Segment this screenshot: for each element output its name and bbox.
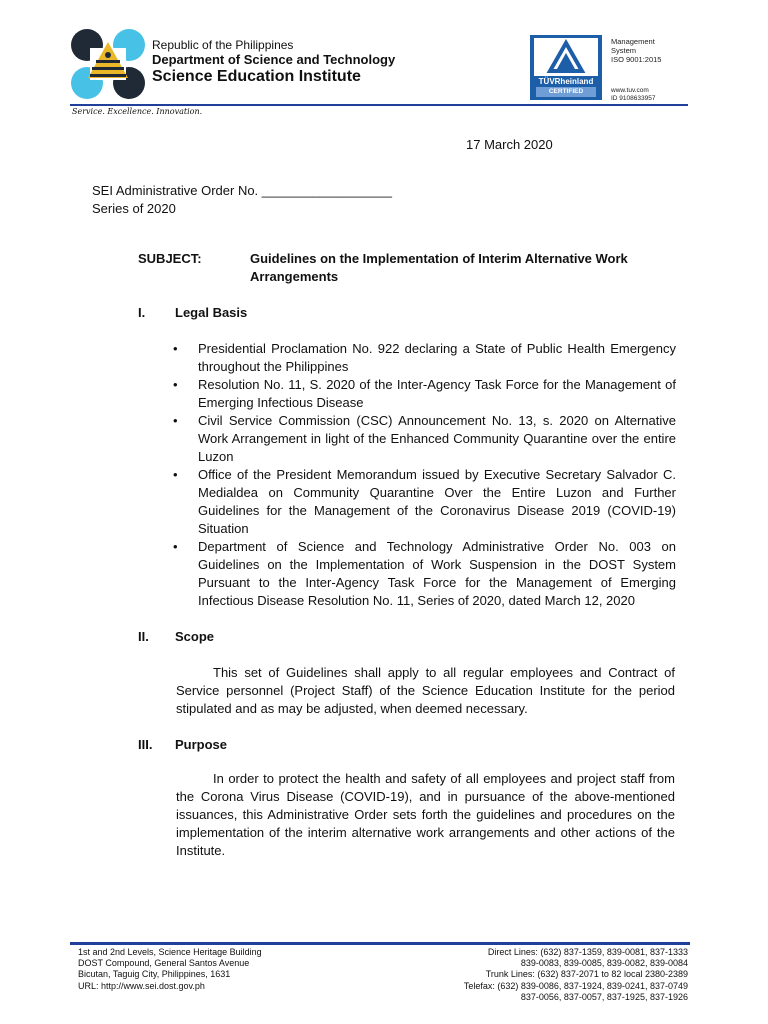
footer-divider xyxy=(70,942,690,945)
subject-label: SUBJECT: xyxy=(138,251,202,266)
order-number: SEI Administrative Order No. __________________ xyxy=(92,183,392,198)
section-1-number: I. xyxy=(138,305,146,320)
section-2-title: Scope xyxy=(175,629,215,644)
list-item: • Resolution No. 11, S. 2020 of the Inter-Agency Task Force for the Management of Emerging Infectious Disease xyxy=(173,376,676,412)
document-date: 17 March 2020 xyxy=(466,137,553,152)
list-item: • Presidential Proclamation No. 922 declaring a State of Public Health Emergency throughout the Philippines xyxy=(173,340,676,376)
order-series: Series of 2020 xyxy=(92,201,176,216)
section-1-title: Legal Basis xyxy=(175,305,248,320)
section-2-number: II. xyxy=(138,629,149,644)
list-item: • Office of the President Memorandum issued by Executive Secretary Salvador C. Medialdea on Community Quarantine Over the Entire Luzon and Further Guidelines for the Management of the Coronavirus Disease 2019 (COVID-19) Situation xyxy=(173,466,676,538)
scope-paragraph: This set of Guidelines shall apply to all regular employees and Contract of Service personnel (Project Staff) of the Science Education Institute for the period stipulated and as may be adjusted, when deemed necessary. xyxy=(176,665,675,716)
section-3-number: III. xyxy=(138,737,153,752)
tuv-certified-label: CERTIFIED xyxy=(536,87,596,97)
iso-text: Management System ISO 9001:2015 xyxy=(611,37,662,64)
tuv-contact: www.tuv.com ID 9108633957 xyxy=(611,87,656,102)
republic-label: Republic of the Philippines xyxy=(152,38,294,52)
legal-basis-list xyxy=(173,340,676,610)
footer-address: 1st and 2nd Levels, Science Heritage Building DOST Compound, General Santos Avenue Bicutan, Taguig City, Philippines, 1631 URL: http://www.sei.dost.gov.ph xyxy=(78,947,262,991)
purpose-paragraph: In order to protect the health and safety of all employees and project staff from the Corona Virus Disease (COVID-19), and in pursuance of the above-mentioned issuances, this Administrative Order sets forth the guidelines and procedures on the implementation of the interim alternative work arrangements and other actions of the Institute. xyxy=(176,771,675,858)
department-label: Department of Science and Technology xyxy=(152,52,396,67)
subject-text: Guidelines on the Implementation of Interim Alternative Work Arrangements xyxy=(250,251,628,284)
footer-contacts: Direct Lines: (632) 837-1359, 839-0081, 837-1333 839-0083, 839-0085, 839-0082, 839-0084 Trunk Lines: (632) 837-2071 to 82 local 2380-2389 Telefax: (632) 839-0086, 837-1924, 839-0241, 837-0749 837-0056, 837-0057, 837-1925, 837-1926 xyxy=(463,947,688,1002)
motto: Service. Excellence. Innovation. xyxy=(72,107,203,116)
header-divider xyxy=(70,104,688,106)
institute-name: Science Education Institute xyxy=(152,68,361,85)
list-item: • Department of Science and Technology Administrative Order No. 003 on Guidelines on the Implementation of Work Suspension in the DOST System Pursuant to the Inter-Agency Task Force for the Management of Emerging Infectious Disease Resolution No. 11, Series of 2020, dated March 12, 2020 xyxy=(173,538,676,610)
tuv-triangle-icon xyxy=(534,38,598,76)
section-3-title: Purpose xyxy=(175,737,228,752)
sei-logo-icon xyxy=(70,28,146,100)
list-item: • Civil Service Commission (CSC) Announcement No. 13, s. 2020 on Alternative Work Arrangement in light of the Enhanced Community Quarantine over the entire Luzon xyxy=(173,412,676,466)
tuv-brand: TÜVRheinland xyxy=(538,77,594,86)
